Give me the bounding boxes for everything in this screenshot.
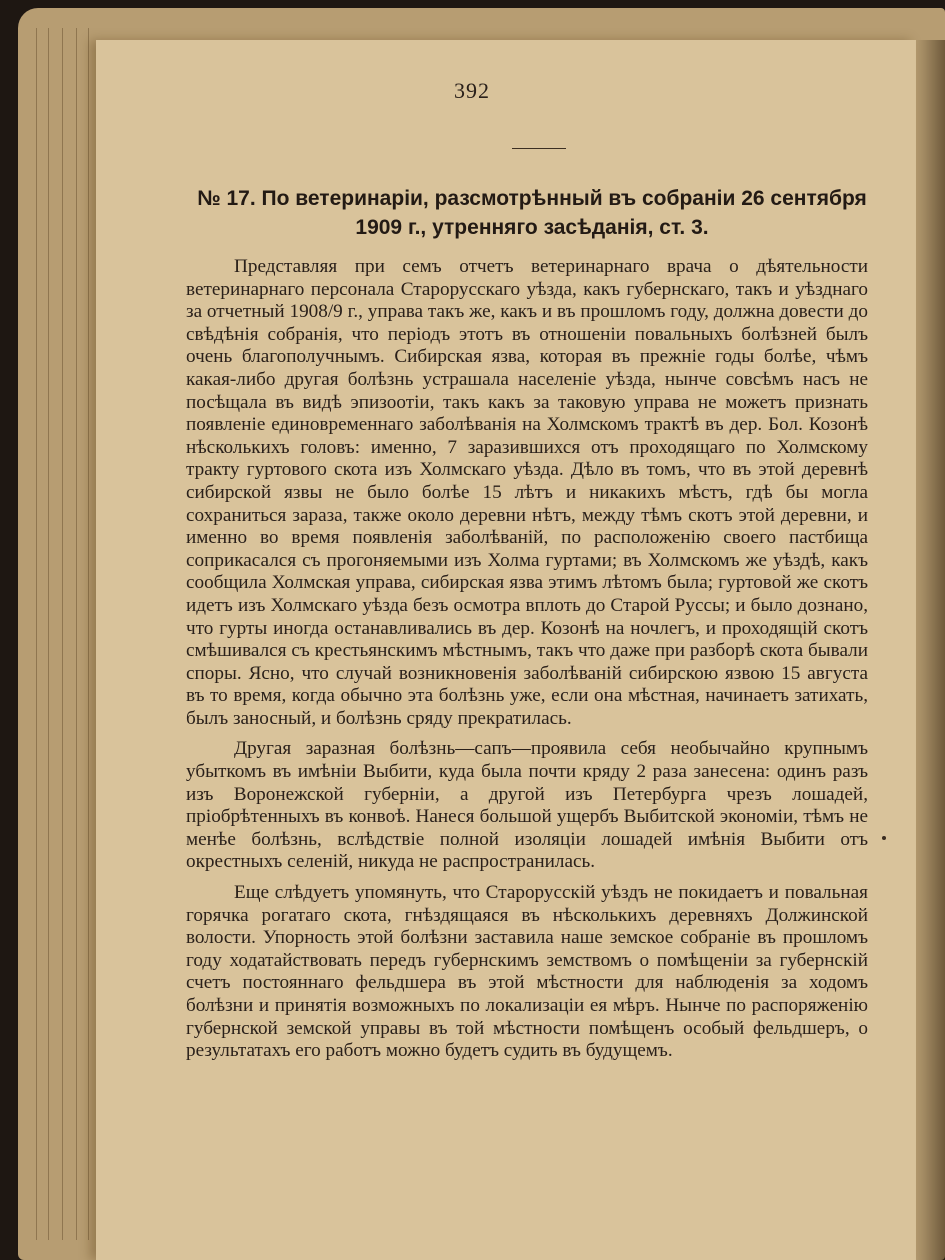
paragraph: Еще слѣдуетъ упомянуть, что Старорусскій уѣздъ не покидаетъ и повальная горячка рогатаго скота, гнѣздящаяся въ нѣсколькихъ деревняхъ Должинской волости. Упорность этой болѣзни заставила наше земское собраніе въ прошломъ году ходатайствовать передъ губернскимъ земствомъ о помѣщеніи за губернскій счетъ постояннаго фельдшера въ этой мѣстности для наблюденія за ходомъ болѣзни и принятія возможныхъ по локализаціи ея мѣръ. Нынче по распоряженію губернской земской управы въ той мѣстности помѣщенъ особый фельдшеръ, о результатахъ его работъ можно будетъ судить въ будущемъ. (186, 882, 868, 1062)
paragraph: Представляя при семъ отчетъ ветеринарнаго врача о дѣятельности ветеринарнаго персонала Старорусскаго уѣзда, какъ губернскаго, такъ и уѣзднаго за отчетный 1908/9 г., управа такъ же, какъ и въ прошломъ году, должна довести до свѣдѣнія собранія, что періодъ этотъ въ отношеніи повальныхъ болѣзней былъ очень благополучнымъ. Сибирская язва, которая въ прежніе годы болѣе, чѣмъ какая-либо другая болѣзнь устрашала населеніе уѣзда, нынче совсѣмъ насъ не посѣщала въ видѣ эпизоотіи, такъ какъ за таковую управа не можетъ признать появленіе единовременнаго заболѣванія на Холмскомъ трактѣ въ дер. Бол. Козонѣ нѣсколькихъ головъ: именно, 7 заразившихся отъ проходящаго по Холмскому тракту гуртового скота изъ Холмскаго уѣзда. Дѣло въ томъ, что въ этой деревнѣ сибирской язвы не было болѣе 15 лѣтъ и никакихъ мѣстъ, гдѣ бы могла сохраниться зараза, также около деревни нѣтъ, между тѣмъ скотъ этой деревни, и именно во время появленія заболѣваній, по расположенію своего пастбища соприкасался съ прогоняемыми изъ Холма гуртами; въ Холмскомъ же уѣздѣ, какъ сообщила Холмская управа, сибирская язва этимъ лѣтомъ была; гуртовой же скотъ идетъ изъ Холмскаго уѣзда безъ осмотра вплоть до Старой Руссы; и было дознано, что гурты иногда останавливались въ дер. Козонѣ на ночлегъ, и проходящій скотъ смѣшивался съ крестьянскимъ мѣстнымъ, такъ что даже при разборѣ скота бывали споры. Ясно, что случай возникновенія заболѣваній сибирскою язвою 15 августа въ то время, когда обычно эта болѣзнь уже, если она мѣстная, начинаетъ затихать, былъ заносный, и болѣзнь сряду прекратилась. (186, 256, 868, 729)
ink-speck (882, 836, 886, 840)
page-number: 392 (454, 78, 490, 103)
page-edge-line (36, 28, 37, 1240)
book-spine-shadow (915, 40, 945, 1260)
page-edge-line (62, 28, 63, 1240)
body-text (186, 256, 868, 1071)
page-number-underline (512, 148, 566, 149)
page-edge-line (48, 28, 49, 1240)
paragraph: Другая заразная болѣзнь—сапъ—проявила себя необычайно крупнымъ убыткомъ въ имѣніи Выбити, куда была почти кряду 2 раза занесена: одинъ разъ изъ Воронежской губерніи, а другой изъ Петербурга чрезъ лошадей, пріобрѣтенныхъ въ конвоѣ. Нанеся большой ущербъ Выбитской экономіи, тѣмъ не менѣе болѣзнь, вслѣдствіе полной изоляціи лошадей имѣнія Выбити отъ окрестныхъ селеній, никуда не распространилась. (186, 738, 868, 873)
page-edge-line (88, 28, 89, 1240)
section-title: № 17. По ветеринаріи, разсмотрѣнный въ собраніи 26 сентября 1909 г., утренняго засѣданія, ст. 3. (197, 187, 867, 239)
page-edge-line (76, 28, 77, 1240)
